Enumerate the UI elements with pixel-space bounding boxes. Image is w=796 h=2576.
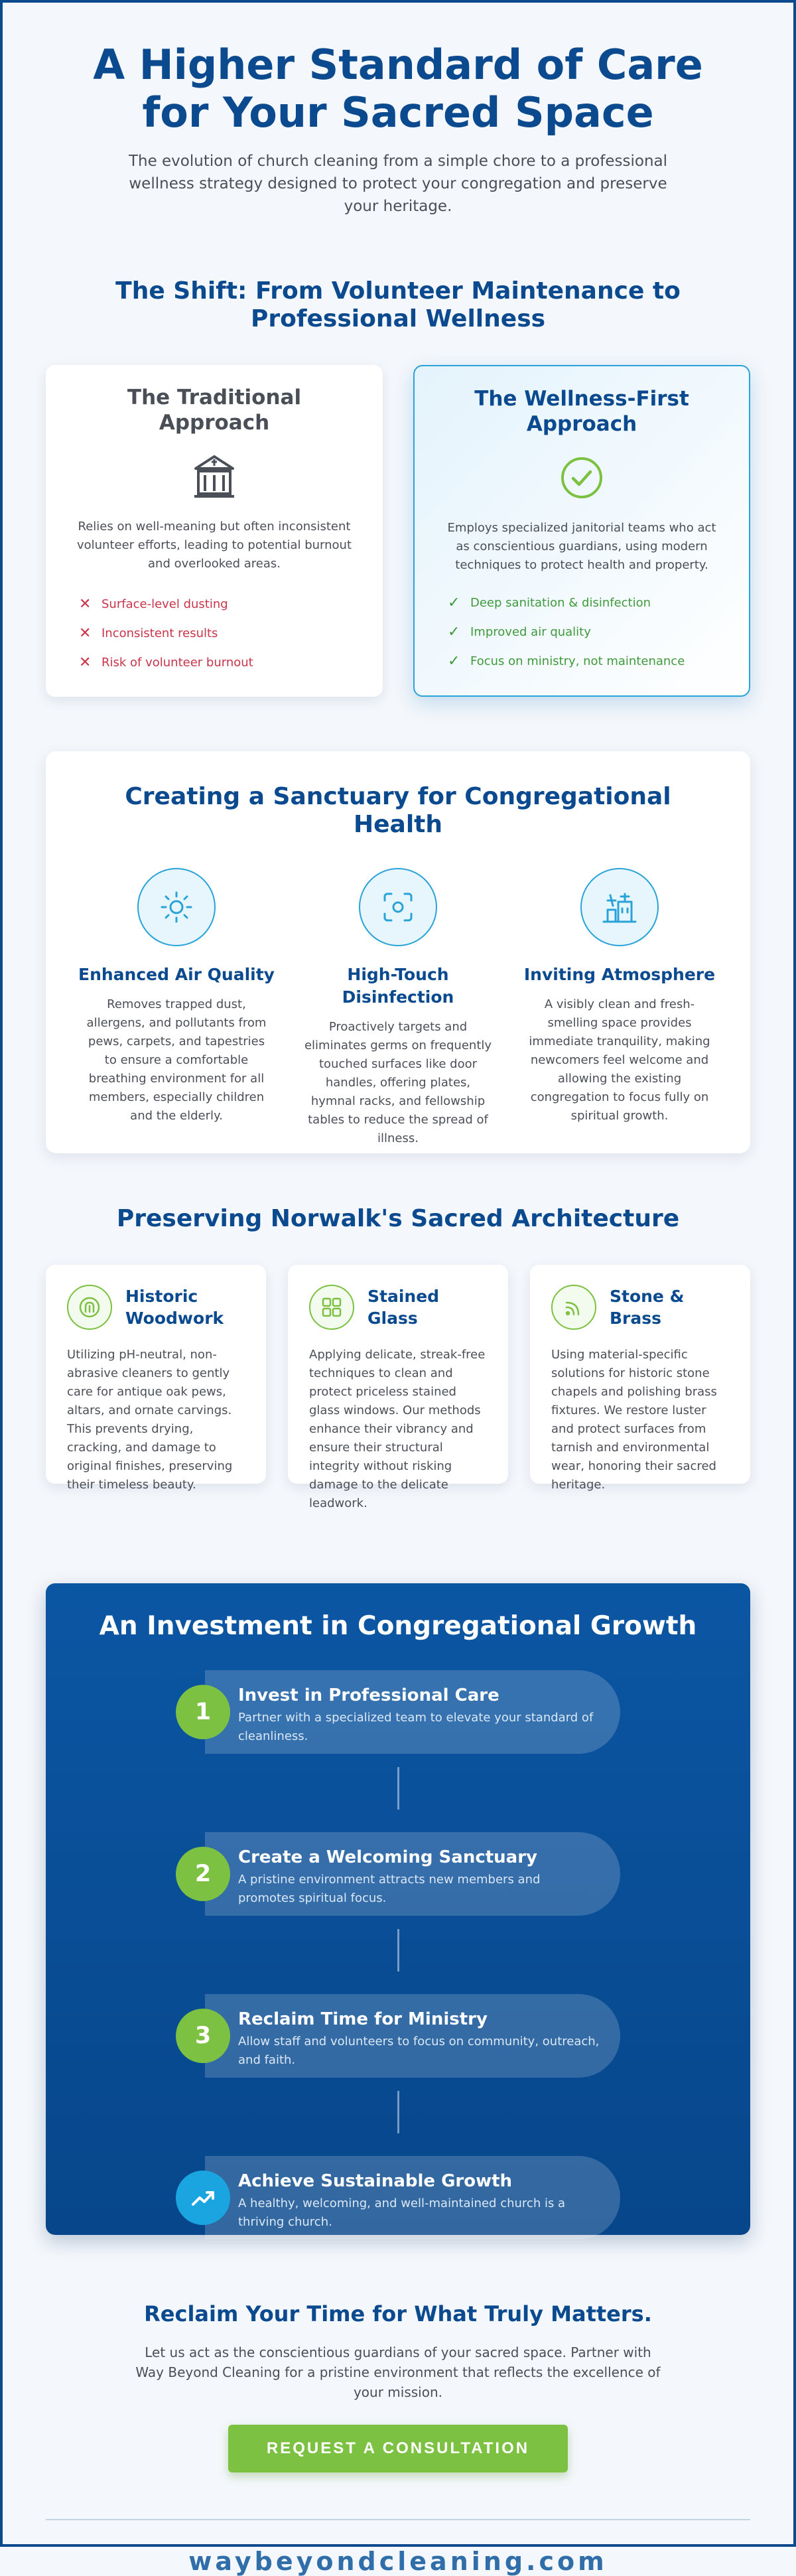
hero-title: A Higher Standard of Care for Your Sacred Space [93, 40, 703, 137]
shift-section [3, 277, 793, 697]
step-card [205, 1670, 620, 1754]
step-description: Allow staff and volunteers to focus on community, outreach, and faith. [238, 2035, 600, 2067]
growth-steps [46, 1670, 750, 2240]
website-link[interactable]: waybeyondcleaning.com [188, 2547, 608, 2576]
step-3 [176, 1994, 620, 2078]
feature-title: High-Touch Disinfection [342, 965, 454, 1007]
traditional-approach-card [46, 365, 383, 697]
investment-section [46, 1583, 750, 2235]
step-title: Reclaim Time for Ministry [238, 2009, 488, 2029]
step-description: A pristine environment attracts new members and promotes spiritual focus. [238, 1873, 541, 1905]
list-item: ✕ Surface-level dusting [79, 595, 228, 612]
target-focus-icon [359, 868, 437, 946]
check-icon: ✓ [448, 652, 460, 670]
list-item: ✕ Inconsistent results [79, 624, 218, 642]
architecture-cards [46, 1265, 750, 1510]
step-title: Achieve Sustainable Growth [238, 2171, 513, 2191]
architecture-section [3, 1205, 793, 1510]
step-number: 2 [176, 1847, 230, 1901]
request-consultation-button[interactable]: REQUEST A CONSULTATION [228, 2425, 568, 2472]
check-icon: ✓ [448, 623, 460, 640]
cta-text: Let us act as the conscientious guardians of your sacred space. Partner with Way Beyond Cleaning for a pristine environment that reflects the excellence of your mission. [135, 2344, 661, 2400]
x-icon: ✕ [79, 654, 92, 671]
sun-icon [137, 868, 216, 946]
step-card [205, 1832, 620, 1916]
architecture-title: Preserving Norwalk's Sacred Architecture [116, 1205, 680, 1232]
list-item: ✕ Risk of volunteer burnout [79, 654, 253, 671]
hero-section [3, 3, 793, 218]
building-icon [580, 868, 659, 946]
step-4 [176, 2156, 620, 2240]
comparison-cards [46, 365, 750, 697]
sanctuary-section [46, 751, 750, 1153]
wellness-list [448, 588, 685, 676]
step-description: Partner with a specialized team to elevate your standard of cleanliness. [238, 1711, 594, 1743]
traditional-list [79, 589, 253, 677]
list-item: ✓ Improved air quality [448, 623, 591, 640]
traditional-description: Relies on well-meaning but often inconsistent volunteer efforts, leading to potential burnout and overlooked areas. [76, 520, 352, 571]
feature-list [46, 868, 750, 1148]
arch-card-title: Stone & Brass [610, 1287, 685, 1328]
step-connector [397, 1767, 399, 1810]
step-title: Create a Welcoming Sanctuary [238, 1847, 537, 1867]
arch-card-stained-glass [288, 1265, 508, 1510]
feature-atmosphere [520, 868, 719, 1148]
footer-divider [46, 2519, 750, 2520]
wood-grain-icon [67, 1285, 112, 1330]
feature-title: Inviting Atmosphere [523, 965, 716, 984]
wellness-approach-card [413, 365, 750, 697]
arch-card-title: Historic Woodwork [125, 1287, 224, 1328]
check-circle-icon [555, 451, 608, 504]
step-number: 3 [176, 2009, 230, 2063]
step-1 [176, 1670, 620, 1754]
arch-card-stone-brass [530, 1265, 750, 1492]
wellness-title: The Wellness-First Approach [474, 387, 689, 436]
arch-card-description: Applying delicate, streak-free techniques to clean and protect priceless stained glass windows. Our methods enhance their vibrancy and ensure their structural integrity without risking damage to the delicate leadwork. [309, 1348, 486, 1510]
step-card [205, 2156, 620, 2240]
arch-card-title: Stained Glass [367, 1287, 440, 1328]
brass-shine-icon [551, 1285, 596, 1330]
step-title: Invest in Professional Care [238, 1685, 499, 1705]
arch-card-description: Using material-specific solutions for historic stone chapels and polishing brass fixtures. We restore luster and protect surfaces from tarnish and environmental wear, honoring their sacred heritage. [551, 1348, 717, 1492]
sanctuary-title: Creating a Sanctuary for Congregational Health [125, 783, 671, 838]
step-number: 1 [176, 1685, 230, 1739]
x-icon: ✕ [79, 595, 92, 612]
feature-description: Proactively targets and eliminates germs on frequently touched surfaces like door handles, offering plates, hymnal racks, and fellowship tables to reduce the spread of illness. [304, 1020, 492, 1145]
step-description: A healthy, welcoming, and well-maintained church is a thriving church. [238, 2196, 566, 2229]
x-icon: ✕ [79, 624, 92, 642]
step-connector [397, 1929, 399, 1971]
feature-description: Removes trapped dust, allergens, and pollutants from pews, carpets, and tapestries to ensure a comfortable breathing environment for all members, especially children and the elderly. [86, 997, 267, 1123]
arch-card-description: Utilizing pH-neutral, non-abrasive cleaners to gently care for antique oak pews, altars, and ornate carvings. This prevents drying, cracking, and damage to original finishes, preserving their timeless beauty. [67, 1348, 233, 1492]
cta-section [3, 2301, 793, 2472]
hero-subtitle: The evolution of church cleaning from a simple chore to a professional wellness strategy designed to protect your congregation and preserve your heritage. [128, 153, 668, 215]
arch-card-woodwork [46, 1265, 266, 1492]
trending-up-icon [176, 2171, 230, 2225]
feature-disinfection [298, 868, 498, 1148]
investment-title: An Investment in Congregational Growth [99, 1611, 697, 1641]
shift-title: The Shift: From Volunteer Maintenance to Professional Wellness [115, 277, 681, 332]
traditional-title: The Traditional Approach [127, 386, 302, 435]
feature-title: Enhanced Air Quality [78, 965, 275, 984]
cta-title: Reclaim Your Time for What Truly Matters. [144, 2301, 652, 2326]
list-item: ✓ Deep sanitation & disinfection [448, 594, 651, 611]
church-building-icon [188, 450, 241, 503]
step-card [205, 1994, 620, 2078]
wellness-description: Employs specialized janitorial teams who act as conscientious guardians, using modern techniques to protect health and property. [447, 521, 716, 572]
step-connector [397, 2091, 399, 2133]
check-icon: ✓ [448, 594, 460, 611]
feature-description: A visibly clean and fresh-smelling space provides immediate tranquility, making newcomers feel welcome and allowing the existing congregation to focus fully on spiritual growth. [529, 997, 710, 1123]
feature-air-quality [77, 868, 276, 1148]
window-grid-icon [309, 1285, 354, 1330]
list-item: ✓ Focus on ministry, not maintenance [448, 652, 685, 670]
step-2 [176, 1832, 620, 1916]
